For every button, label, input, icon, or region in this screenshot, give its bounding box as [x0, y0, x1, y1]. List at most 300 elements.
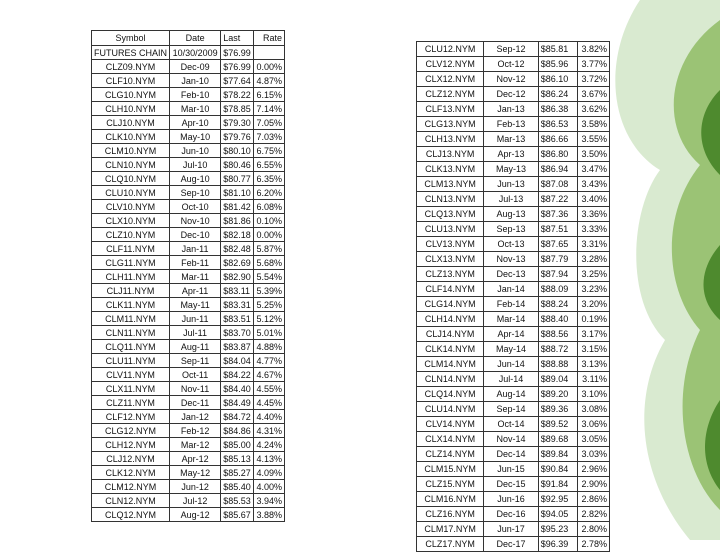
cell-last: $89.84 — [538, 447, 577, 462]
cell-last: $88.56 — [538, 327, 577, 342]
cell-rate: 6.08% — [254, 200, 285, 214]
cell-symbol: CLN13.NYM — [417, 192, 484, 207]
column-header-symbol: Symbol — [92, 31, 170, 46]
cell-date: Feb-11 — [170, 256, 221, 270]
table-row — [417, 417, 610, 432]
table-row — [92, 382, 285, 396]
cell-symbol: CLM16.NYM — [417, 492, 484, 507]
cell-symbol: CLV12.NYM — [417, 57, 484, 72]
table-row — [92, 354, 285, 368]
table-row — [417, 147, 610, 162]
cell-rate: 6.75% — [254, 144, 285, 158]
cell-symbol: CLK13.NYM — [417, 162, 484, 177]
cell-rate: 3.94% — [254, 494, 285, 508]
column-header-rate: Rate — [254, 31, 285, 46]
cell-rate: 3.43% — [577, 177, 609, 192]
cell-rate: 5.25% — [254, 298, 285, 312]
cell-last: $85.27 — [221, 466, 254, 480]
cell-last: $88.88 — [538, 357, 577, 372]
table-row — [92, 466, 285, 480]
cell-symbol: CLQ12.NYM — [92, 508, 170, 522]
cell-date: Feb-10 — [170, 88, 221, 102]
cell-last: $89.36 — [538, 402, 577, 417]
table-row — [417, 42, 610, 57]
cell-date: Mar-14 — [484, 312, 538, 327]
cell-date: Aug-10 — [170, 172, 221, 186]
cell-rate: 2.90% — [577, 477, 609, 492]
cell-date: Nov-12 — [484, 72, 538, 87]
cell-last: $85.67 — [221, 508, 254, 522]
cell-symbol: CLU11.NYM — [92, 354, 170, 368]
cell-date: Oct-14 — [484, 417, 538, 432]
table-row — [417, 222, 610, 237]
cell-last: $85.96 — [538, 57, 577, 72]
cell-rate: 3.88% — [254, 508, 285, 522]
cell-last: $85.81 — [538, 42, 577, 57]
cell-last: $85.53 — [221, 494, 254, 508]
table-row — [92, 298, 285, 312]
cell-rate: 3.03% — [577, 447, 609, 462]
cell-rate: 6.35% — [254, 172, 285, 186]
cell-symbol: CLQ13.NYM — [417, 207, 484, 222]
cell-date: Apr-13 — [484, 147, 538, 162]
cell-rate: 4.40% — [254, 410, 285, 424]
cell-rate: 4.24% — [254, 438, 285, 452]
cell-rate: 4.67% — [254, 368, 285, 382]
table-row — [92, 46, 285, 60]
cell-rate: 5.12% — [254, 312, 285, 326]
cell-date: Jan-10 — [170, 74, 221, 88]
cell-rate: 5.87% — [254, 242, 285, 256]
table-row — [417, 462, 610, 477]
cell-last: $82.18 — [221, 228, 254, 242]
cell-symbol: CLG12.NYM — [92, 424, 170, 438]
cell-rate: 3.50% — [577, 147, 609, 162]
cell-rate: 4.55% — [254, 382, 285, 396]
table-row — [92, 340, 285, 354]
table-row — [417, 507, 610, 522]
cell-last: $88.24 — [538, 297, 577, 312]
cell-symbol: CLM15.NYM — [417, 462, 484, 477]
cell-last: $95.23 — [538, 522, 577, 537]
cell-rate: 3.28% — [577, 252, 609, 267]
table-header-row — [92, 31, 285, 46]
cell-rate: 4.31% — [254, 424, 285, 438]
cell-symbol: CLV14.NYM — [417, 417, 484, 432]
cell-rate: 3.13% — [577, 357, 609, 372]
cell-last: $87.79 — [538, 252, 577, 267]
cell-rate: 3.40% — [577, 192, 609, 207]
table-row — [92, 396, 285, 410]
table-row — [417, 252, 610, 267]
cell-symbol: CLG10.NYM — [92, 88, 170, 102]
cell-date: Nov-14 — [484, 432, 538, 447]
cell-date: Apr-11 — [170, 284, 221, 298]
cell-symbol: CLX14.NYM — [417, 432, 484, 447]
cell-date: Aug-13 — [484, 207, 538, 222]
cell-symbol: CLV13.NYM — [417, 237, 484, 252]
cell-symbol: CLU12.NYM — [417, 42, 484, 57]
cell-symbol: CLZ09.NYM — [92, 60, 170, 74]
cell-date: Dec-14 — [484, 447, 538, 462]
cell-date: Jul-14 — [484, 372, 538, 387]
cell-last: $81.86 — [221, 214, 254, 228]
cell-rate: 3.33% — [577, 222, 609, 237]
cell-date: Jun-14 — [484, 357, 538, 372]
cell-date: 10/30/2009 — [170, 46, 221, 60]
cell-date: May-13 — [484, 162, 538, 177]
cell-date: Dec-15 — [484, 477, 538, 492]
cell-rate: 3.23% — [577, 282, 609, 297]
cell-symbol: CLZ15.NYM — [417, 477, 484, 492]
table-row — [92, 326, 285, 340]
table-row — [92, 452, 285, 466]
cell-symbol: CLZ11.NYM — [92, 396, 170, 410]
cell-symbol: CLU13.NYM — [417, 222, 484, 237]
table-row — [92, 74, 285, 88]
cell-date: Feb-13 — [484, 117, 538, 132]
table-row — [92, 438, 285, 452]
cell-last: $87.36 — [538, 207, 577, 222]
cell-symbol: CLN11.NYM — [92, 326, 170, 340]
cell-date: Jul-10 — [170, 158, 221, 172]
cell-date: Dec-17 — [484, 537, 538, 552]
cell-last: $86.38 — [538, 102, 577, 117]
table-row — [417, 492, 610, 507]
cell-rate: 0.00% — [254, 60, 285, 74]
cell-symbol: CLK11.NYM — [92, 298, 170, 312]
cell-last: $86.53 — [538, 117, 577, 132]
cell-symbol: CLX11.NYM — [92, 382, 170, 396]
cell-date: Jul-12 — [170, 494, 221, 508]
cell-date: Oct-12 — [484, 57, 538, 72]
cell-last: $88.40 — [538, 312, 577, 327]
cell-date: Sep-11 — [170, 354, 221, 368]
cell-date: Aug-14 — [484, 387, 538, 402]
cell-symbol: CLK14.NYM — [417, 342, 484, 357]
cell-date: Dec-12 — [484, 87, 538, 102]
table-row — [92, 494, 285, 508]
table-row — [92, 116, 285, 130]
cell-rate: 6.20% — [254, 186, 285, 200]
cell-rate: 6.15% — [254, 88, 285, 102]
cell-date: Aug-12 — [170, 508, 221, 522]
cell-last: $87.08 — [538, 177, 577, 192]
cell-date: Jan-11 — [170, 242, 221, 256]
cell-last: $85.40 — [221, 480, 254, 494]
cell-last: $84.40 — [221, 382, 254, 396]
futures-table-right — [416, 41, 610, 552]
cell-rate: 4.45% — [254, 396, 285, 410]
table-row — [92, 508, 285, 522]
cell-symbol: CLX10.NYM — [92, 214, 170, 228]
cell-date: Jun-12 — [170, 480, 221, 494]
cell-symbol: CLM13.NYM — [417, 177, 484, 192]
cell-last: $83.31 — [221, 298, 254, 312]
cell-last: $80.10 — [221, 144, 254, 158]
table-row — [417, 327, 610, 342]
cell-last: $84.04 — [221, 354, 254, 368]
cell-rate: 3.31% — [577, 237, 609, 252]
cell-date: May-10 — [170, 130, 221, 144]
cell-symbol: CLK10.NYM — [92, 130, 170, 144]
cell-date: Jun-16 — [484, 492, 538, 507]
cell-rate: 4.00% — [254, 480, 285, 494]
cell-last: $89.68 — [538, 432, 577, 447]
cell-last: $89.20 — [538, 387, 577, 402]
table-row — [92, 158, 285, 172]
cell-rate: 3.25% — [577, 267, 609, 282]
cell-symbol: CLF13.NYM — [417, 102, 484, 117]
column-header-date: Date — [170, 31, 221, 46]
cell-rate: 5.39% — [254, 284, 285, 298]
cell-symbol: CLM12.NYM — [92, 480, 170, 494]
cell-date: Mar-13 — [484, 132, 538, 147]
cell-symbol: CLN12.NYM — [92, 494, 170, 508]
table-row — [92, 60, 285, 74]
cell-symbol: FUTURES CHAIN — [92, 46, 170, 60]
cell-last: $81.42 — [221, 200, 254, 214]
cell-rate: 3.72% — [577, 72, 609, 87]
cell-rate: 3.77% — [577, 57, 609, 72]
cell-last: $86.94 — [538, 162, 577, 177]
cell-last: $82.48 — [221, 242, 254, 256]
cell-last: $84.72 — [221, 410, 254, 424]
table-row — [92, 368, 285, 382]
table-row — [92, 186, 285, 200]
table-row — [92, 200, 285, 214]
cell-last: $77.64 — [221, 74, 254, 88]
cell-symbol: CLM14.NYM — [417, 357, 484, 372]
cell-date: Jun-13 — [484, 177, 538, 192]
cell-last: $86.66 — [538, 132, 577, 147]
cell-symbol: CLV10.NYM — [92, 200, 170, 214]
table-row — [417, 402, 610, 417]
table-row — [417, 357, 610, 372]
cell-symbol: CLH12.NYM — [92, 438, 170, 452]
cell-last: $87.22 — [538, 192, 577, 207]
cell-rate: 3.06% — [577, 417, 609, 432]
cell-rate: 4.09% — [254, 466, 285, 480]
cell-date: Jun-10 — [170, 144, 221, 158]
cell-date: Dec-11 — [170, 396, 221, 410]
cell-symbol: CLM10.NYM — [92, 144, 170, 158]
cell-last: $81.10 — [221, 186, 254, 200]
cell-last: $83.11 — [221, 284, 254, 298]
cell-symbol: CLZ12.NYM — [417, 87, 484, 102]
cell-last: $79.30 — [221, 116, 254, 130]
cell-last: $92.95 — [538, 492, 577, 507]
cell-last: $86.80 — [538, 147, 577, 162]
cell-date: May-12 — [170, 466, 221, 480]
cell-last: $84.49 — [221, 396, 254, 410]
cell-symbol: CLX13.NYM — [417, 252, 484, 267]
cell-date: Sep-12 — [484, 42, 538, 57]
cell-symbol: CLF12.NYM — [92, 410, 170, 424]
cell-last: $83.70 — [221, 326, 254, 340]
table-row — [417, 177, 610, 192]
cell-rate: 3.67% — [577, 87, 609, 102]
cell-rate: 3.62% — [577, 102, 609, 117]
cell-date: Oct-11 — [170, 368, 221, 382]
cell-symbol: CLM17.NYM — [417, 522, 484, 537]
cell-symbol: CLM11.NYM — [92, 312, 170, 326]
cell-date: Jul-11 — [170, 326, 221, 340]
cell-last: $80.77 — [221, 172, 254, 186]
cell-rate: 5.01% — [254, 326, 285, 340]
cell-rate: 3.08% — [577, 402, 609, 417]
cell-symbol: CLZ13.NYM — [417, 267, 484, 282]
cell-date: Feb-14 — [484, 297, 538, 312]
cell-last: $83.87 — [221, 340, 254, 354]
table-row — [417, 342, 610, 357]
cell-last: $96.39 — [538, 537, 577, 552]
cell-symbol: CLN10.NYM — [92, 158, 170, 172]
cell-symbol: CLJ12.NYM — [92, 452, 170, 466]
cell-rate: 2.82% — [577, 507, 609, 522]
cell-symbol: CLG11.NYM — [92, 256, 170, 270]
cell-date: Dec-10 — [170, 228, 221, 242]
cell-rate: 7.05% — [254, 116, 285, 130]
cell-date: Mar-12 — [170, 438, 221, 452]
table-row — [417, 282, 610, 297]
cell-date: Aug-11 — [170, 340, 221, 354]
table-row — [92, 284, 285, 298]
futures-table-left — [91, 30, 285, 522]
table-row — [417, 72, 610, 87]
cell-symbol: CLN14.NYM — [417, 372, 484, 387]
table-row — [417, 132, 610, 147]
cell-last: $86.10 — [538, 72, 577, 87]
table-row — [417, 87, 610, 102]
cell-symbol: CLQ11.NYM — [92, 340, 170, 354]
cell-last: $80.46 — [221, 158, 254, 172]
cell-rate: 3.47% — [577, 162, 609, 177]
cell-last: $87.65 — [538, 237, 577, 252]
cell-date: Dec-09 — [170, 60, 221, 74]
table-row — [417, 267, 610, 282]
cell-symbol: CLF11.NYM — [92, 242, 170, 256]
table-row — [92, 424, 285, 438]
table-row — [92, 256, 285, 270]
cell-last: $90.84 — [538, 462, 577, 477]
cell-date: Dec-16 — [484, 507, 538, 522]
cell-rate: 3.10% — [577, 387, 609, 402]
cell-date: Apr-10 — [170, 116, 221, 130]
cell-symbol: CLF14.NYM — [417, 282, 484, 297]
table-row — [92, 144, 285, 158]
cell-symbol: CLH13.NYM — [417, 132, 484, 147]
cell-date: May-14 — [484, 342, 538, 357]
cell-last: $84.22 — [221, 368, 254, 382]
cell-last: $86.24 — [538, 87, 577, 102]
cell-rate: 3.20% — [577, 297, 609, 312]
cell-date: Sep-10 — [170, 186, 221, 200]
cell-symbol: CLJ14.NYM — [417, 327, 484, 342]
cell-last: $76.99 — [221, 60, 254, 74]
table-row — [417, 432, 610, 447]
cell-rate: 3.36% — [577, 207, 609, 222]
cell-rate: 2.86% — [577, 492, 609, 507]
cell-last: $84.86 — [221, 424, 254, 438]
cell-symbol: CLQ14.NYM — [417, 387, 484, 402]
cell-date: Nov-10 — [170, 214, 221, 228]
cell-last: $85.00 — [221, 438, 254, 452]
cell-rate: 4.87% — [254, 74, 285, 88]
cell-date: Nov-11 — [170, 382, 221, 396]
cell-last: $79.76 — [221, 130, 254, 144]
table-row — [417, 387, 610, 402]
cell-last: $85.13 — [221, 452, 254, 466]
cell-last: $83.51 — [221, 312, 254, 326]
cell-last: $88.72 — [538, 342, 577, 357]
cell-rate: 3.58% — [577, 117, 609, 132]
table-row — [417, 297, 610, 312]
table-row — [92, 270, 285, 284]
cell-rate: 3.17% — [577, 327, 609, 342]
cell-date: Jan-12 — [170, 410, 221, 424]
table-row — [417, 237, 610, 252]
table-row — [92, 88, 285, 102]
cell-rate: 4.88% — [254, 340, 285, 354]
cell-date: May-11 — [170, 298, 221, 312]
cell-rate: 0.19% — [577, 312, 609, 327]
cell-symbol: CLU14.NYM — [417, 402, 484, 417]
cell-symbol: CLH14.NYM — [417, 312, 484, 327]
cell-rate: 0.00% — [254, 228, 285, 242]
cell-rate: 3.11% — [577, 372, 609, 387]
table-row — [417, 57, 610, 72]
cell-last: $76.99 — [221, 46, 254, 60]
cell-date: Jun-17 — [484, 522, 538, 537]
cell-symbol: CLF10.NYM — [92, 74, 170, 88]
cell-date: Jan-14 — [484, 282, 538, 297]
cell-last: $87.94 — [538, 267, 577, 282]
cell-date: Jun-15 — [484, 462, 538, 477]
cell-last: $78.22 — [221, 88, 254, 102]
table-row — [92, 102, 285, 116]
cell-symbol: CLQ10.NYM — [92, 172, 170, 186]
cell-date: Jun-11 — [170, 312, 221, 326]
table-row — [92, 172, 285, 186]
cell-symbol: CLJ13.NYM — [417, 147, 484, 162]
cell-last: $82.90 — [221, 270, 254, 284]
cell-symbol: CLZ10.NYM — [92, 228, 170, 242]
cell-date: Apr-12 — [170, 452, 221, 466]
cell-symbol: CLZ16.NYM — [417, 507, 484, 522]
cell-rate: 7.03% — [254, 130, 285, 144]
cell-date: Oct-13 — [484, 237, 538, 252]
table-row — [417, 207, 610, 222]
cell-rate: 3.82% — [577, 42, 609, 57]
cell-date: Jul-13 — [484, 192, 538, 207]
table-row — [92, 228, 285, 242]
cell-rate — [254, 46, 285, 60]
cell-date: Mar-11 — [170, 270, 221, 284]
cell-last: $89.52 — [538, 417, 577, 432]
cell-date: Sep-14 — [484, 402, 538, 417]
table-row — [417, 537, 610, 552]
cell-symbol: CLG14.NYM — [417, 297, 484, 312]
cell-symbol: CLH10.NYM — [92, 102, 170, 116]
table-row — [417, 162, 610, 177]
table-row — [417, 522, 610, 537]
table-row — [92, 130, 285, 144]
cell-last: $94.05 — [538, 507, 577, 522]
cell-last: $82.69 — [221, 256, 254, 270]
cell-symbol: CLG13.NYM — [417, 117, 484, 132]
table-row — [417, 117, 610, 132]
